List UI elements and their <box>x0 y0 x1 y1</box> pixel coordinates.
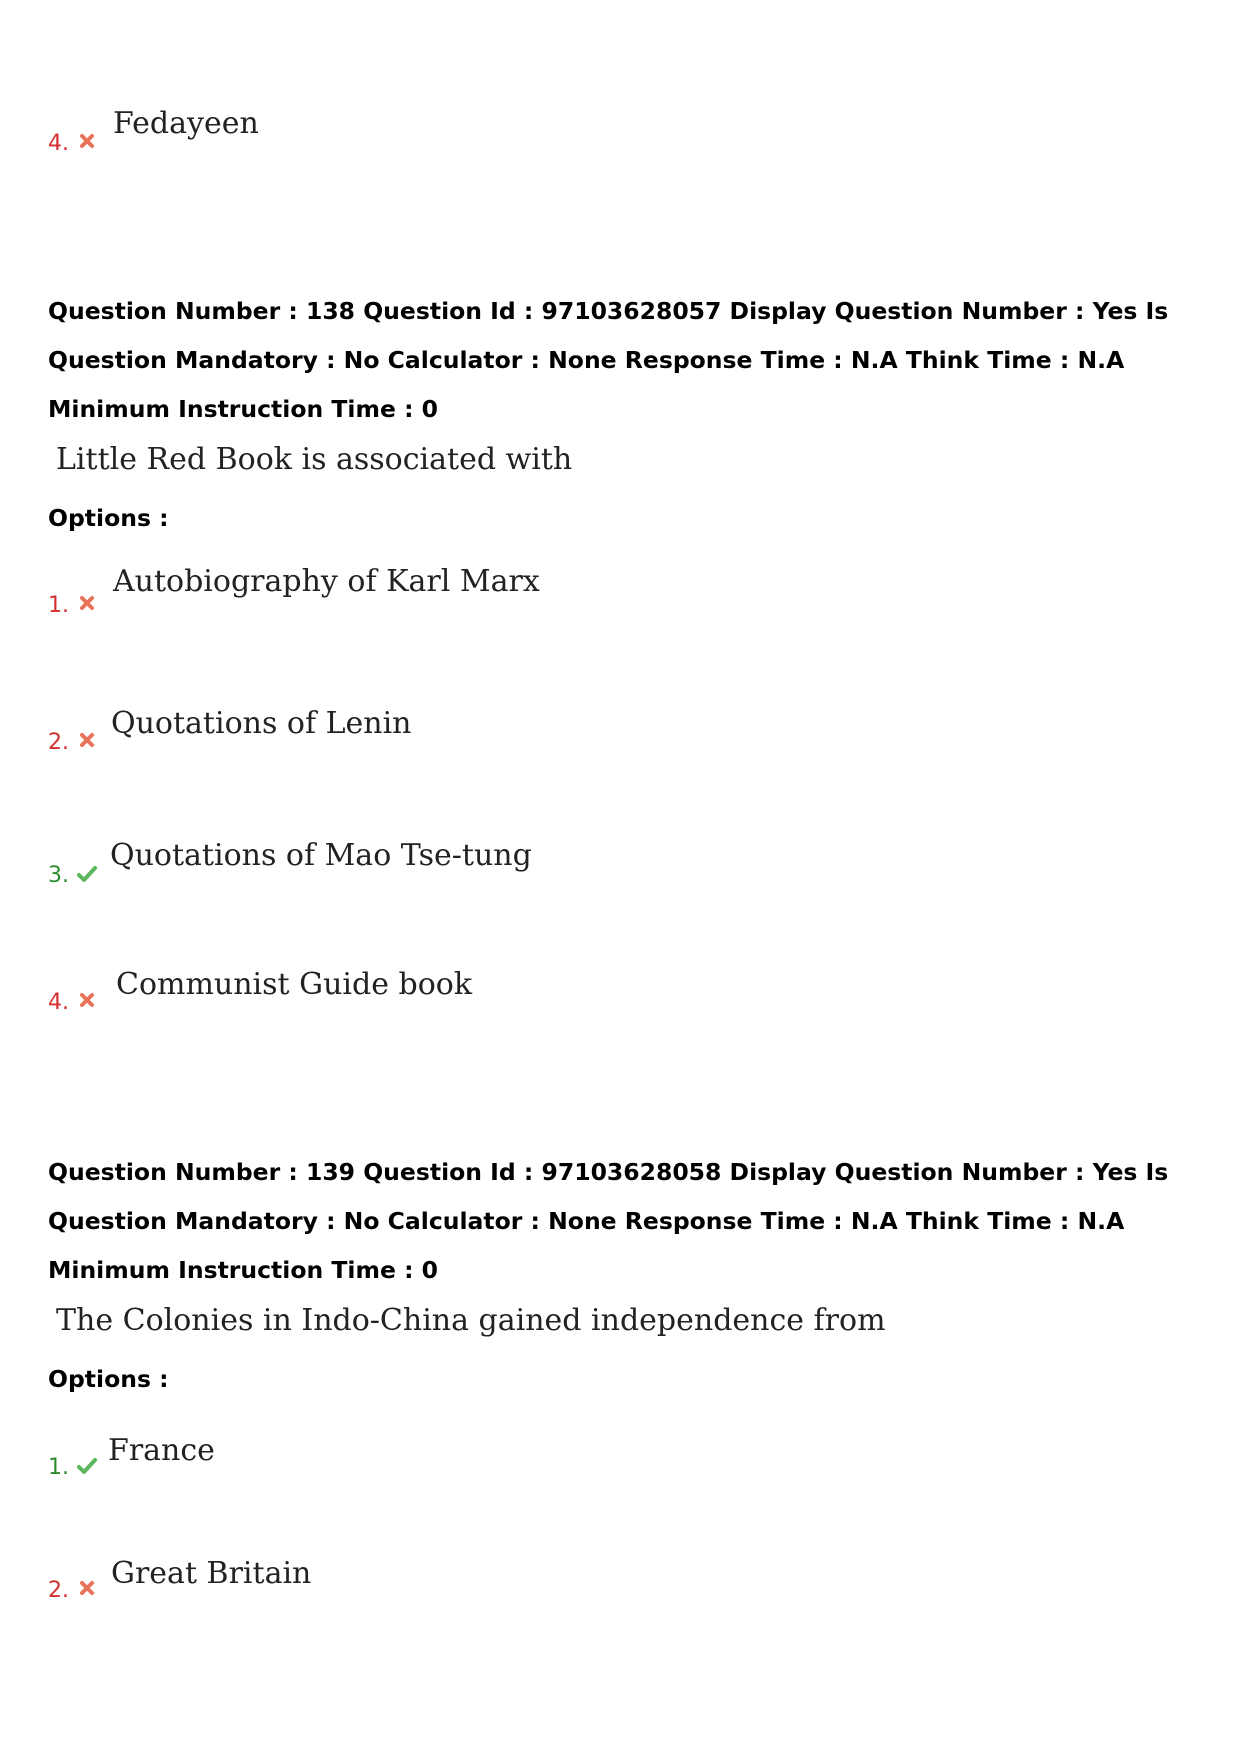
checkmark-icon <box>76 864 98 884</box>
option-text: Fedayeen <box>113 106 259 141</box>
question-meta: Question Number : 138 Question Id : 97103628057 Display Question Number : Yes Is Question Mandatory : No Calculator : None Response Time : N.A Think Time : N.A Minimum Instruction Time : 0 <box>48 297 1169 423</box>
cross-icon <box>78 132 96 150</box>
options-label: Options : <box>48 504 169 532</box>
options-label: Options : <box>48 1365 169 1393</box>
option-number: 4. <box>48 131 69 156</box>
checkmark-icon <box>76 1456 98 1476</box>
option-number: 2. <box>48 1578 69 1603</box>
option-text: Great Britain <box>111 1556 312 1591</box>
option-number: 1. <box>48 1455 69 1480</box>
option-text: Autobiography of Karl Marx <box>113 564 540 599</box>
question-text: Little Red Book is associated with <box>56 442 573 477</box>
question-text: The Colonies in Indo-China gained independence from <box>56 1303 886 1338</box>
option-number: 2. <box>48 730 69 755</box>
cross-icon <box>78 731 96 749</box>
option-text: Communist Guide book <box>116 967 473 1002</box>
cross-icon <box>78 991 96 1009</box>
question-meta: Question Number : 139 Question Id : 97103628058 Display Question Number : Yes Is Question Mandatory : No Calculator : None Response Time : N.A Think Time : N.A Minimum Instruction Time : 0 <box>48 1158 1169 1284</box>
option-number: 1. <box>48 593 69 618</box>
option-number: 3. <box>48 863 69 888</box>
option-number: 4. <box>48 990 69 1015</box>
option-text: Quotations of Lenin <box>111 706 412 741</box>
cross-icon <box>78 594 96 612</box>
cross-icon <box>78 1579 96 1597</box>
option-text: Quotations of Mao Tse-tung <box>110 838 532 873</box>
option-text: France <box>108 1433 215 1468</box>
